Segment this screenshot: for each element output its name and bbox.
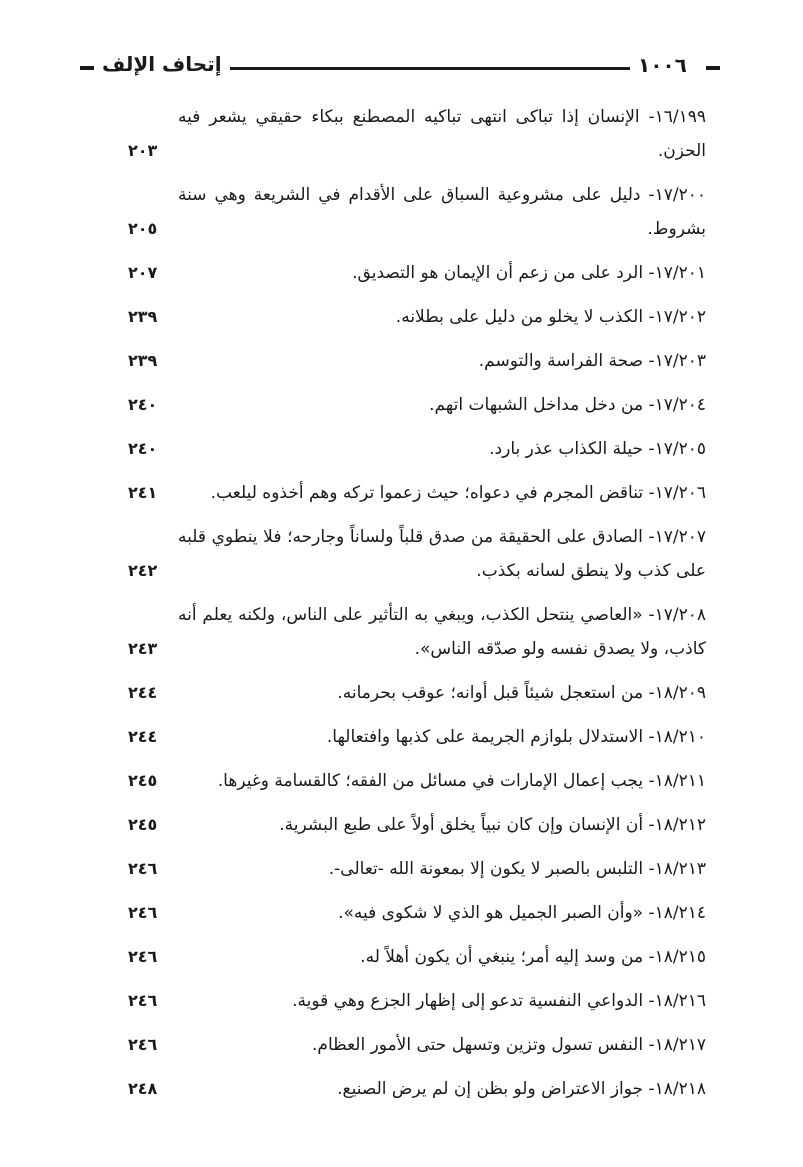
index-entry — [128, 432, 708, 466]
entry-page-number: ٢٤٢ — [128, 561, 158, 580]
index-entry — [128, 1072, 708, 1106]
running-title: إتحاف الإلف — [102, 52, 222, 76]
index-entry — [128, 178, 708, 246]
index-entry — [128, 852, 708, 886]
entry-text: ١٨/٢١٦- الدواعي النفسية تدعو إلى إظهار الجزع وهي قوية. — [292, 991, 706, 1011]
entry-text: ١٧/٢٠٥- حيلة الكذاب عذر بارد. — [489, 439, 706, 459]
entry-text: ١٨/٢١٨- جواز الاعتراض ولو بظن إن لم يرض الصنيع. — [337, 1079, 706, 1099]
entry-page-number: ٢٠٧ — [128, 263, 158, 282]
entry-page-number: ٢٣٩ — [128, 351, 158, 370]
index-entry — [128, 984, 708, 1018]
index-entry — [128, 300, 708, 334]
entry-text: ١٧/٢٠٧- الصادق على الحقيقة من صدق قلباً ولساناً وجارحه؛ فلا ينطوي قلبه على كذب ولا ينطق لسانه بكذب. — [178, 527, 706, 581]
entry-text: ١٨/٢١٣- التلبس بالصبر لا يكون إلا بمعونة الله -تعالى-. — [328, 859, 706, 879]
entry-text: ١٧/٢٠٨- «العاصي ينتحل الكذب، ويبغي به التأثير على الناس، ولكنه يعلم أنه كاذب، ولا يصدق نفسه ولو صدّقه الناس». — [178, 605, 706, 659]
entry-text: ١٨/٢٠٩- من استعجل شيئاً قبل أوانه؛ عوقب بحرمانه. — [337, 683, 706, 703]
entry-page-number: ٢٤٦ — [128, 859, 158, 878]
index-entry — [128, 676, 708, 710]
index-entry — [128, 598, 708, 666]
entry-page-number: ٢٤٣ — [128, 639, 158, 658]
entry-page-number: ٢٣٩ — [128, 307, 158, 326]
entry-text: ١٧/٢٠١- الرد على من زعم أن الإيمان هو التصديق. — [352, 263, 706, 283]
entry-page-number: ٢٤٦ — [128, 991, 158, 1010]
entry-page-number: ٢٤٠ — [128, 395, 158, 414]
index-entry — [128, 100, 708, 168]
index-entry — [128, 256, 708, 290]
entry-text: ١٧/٢٠٢- الكذب لا يخلو من دليل على بطلانه. — [395, 307, 706, 327]
index-entry — [128, 388, 708, 422]
entry-page-number: ٢٤٤ — [128, 727, 158, 746]
page-header — [80, 52, 720, 86]
entry-text: ١٨/٢١٠- الاستدلال بلوازم الجريمة على كذبها وافتعالها. — [326, 727, 706, 747]
entry-text: ١٧/٢٠٤- من دخل مداخل الشبهات اتهم. — [429, 395, 706, 415]
entry-text: ١٨/٢١٥- من وسد إليه أمر؛ ينبغي أن يكون أهلاً له. — [360, 947, 706, 967]
index-entry — [128, 896, 708, 930]
index-entry — [128, 808, 708, 842]
entry-text: ١٨/٢١٢- أن الإنسان وإن كان نبياً يخلق أولاً على طبع البشرية. — [279, 815, 706, 835]
entry-text: ١٨/٢١١- يجب إعمال الإمارات في مسائل من الفقه؛ كالقسامة وغيرها. — [217, 771, 706, 791]
entry-text: ١٧/٢٠٠- دليل على مشروعية السباق على الأقدام في الشريعة وهي سنة بشروط. — [178, 185, 706, 239]
entry-page-number: ٢٤٨ — [128, 1079, 158, 1098]
index-entry — [128, 764, 708, 798]
entry-page-number: ٢٤٦ — [128, 903, 158, 922]
index-entry — [128, 940, 708, 974]
entry-text: ١٧/٢٠٣- صحة الفراسة والتوسم. — [478, 351, 706, 371]
entry-page-number: ٢٤٦ — [128, 1035, 158, 1054]
entry-text: ١٨/٢١٧- النفس تسول وتزين وتسهل حتى الأمور العظام. — [312, 1035, 706, 1055]
index-entry — [128, 1028, 708, 1062]
entry-text: ١٨/٢١٤- «وأن الصبر الجميل هو الذي لا شكوى فيه». — [338, 903, 706, 923]
entry-page-number: ٢٠٣ — [128, 141, 158, 160]
entry-page-number: ٢٤١ — [128, 483, 158, 502]
entry-text: ١٦/١٩٩- الإنسان إذا تباكى انتهى تباكيه المصطنع ببكاء حقيقي يشعر فيه الحزن. — [178, 107, 706, 161]
entry-page-number: ٢٤٦ — [128, 947, 158, 966]
index-entry — [128, 476, 708, 510]
entry-page-number: ٢٠٥ — [128, 219, 158, 238]
entry-text: ١٧/٢٠٦- تناقض المجرم في دعواه؛ حيث زعموا تركه وهم أخذوه ليلعب. — [210, 483, 706, 503]
entry-page-number: ٢٤٠ — [128, 439, 158, 458]
index-entry — [128, 720, 708, 754]
header-rule — [230, 67, 630, 70]
index-entry — [128, 344, 708, 378]
index-entry — [128, 520, 708, 588]
header-dash-right — [706, 66, 720, 70]
entry-page-number: ٢٤٥ — [128, 771, 158, 790]
header-dash-left — [80, 66, 94, 70]
page-number: ١٠٠٦ — [638, 53, 687, 77]
index-entries — [128, 100, 708, 1116]
entry-page-number: ٢٤٥ — [128, 815, 158, 834]
entry-page-number: ٢٤٤ — [128, 683, 158, 702]
